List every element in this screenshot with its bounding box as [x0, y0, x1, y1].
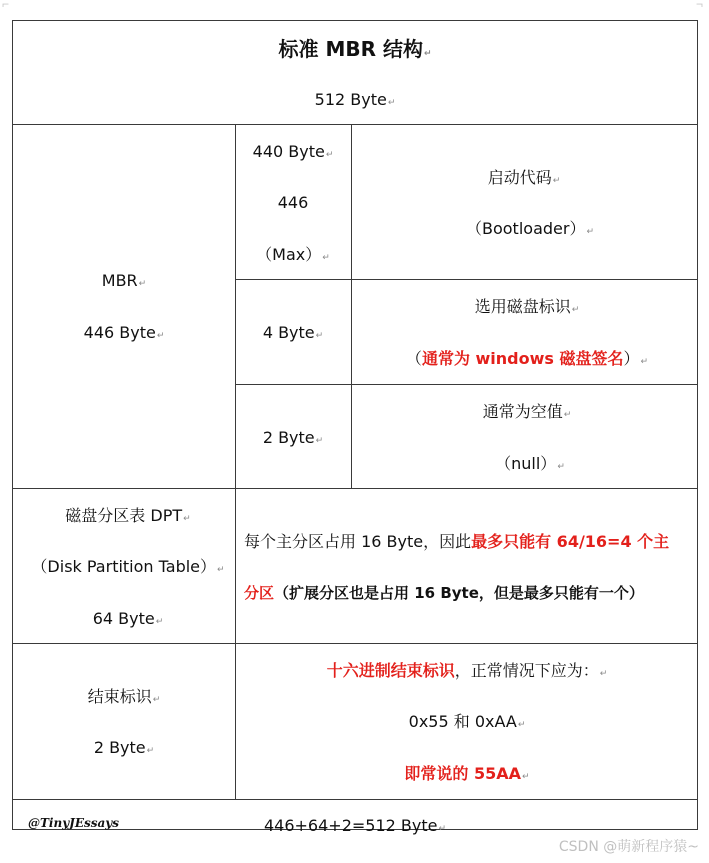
rule-col2-right: [351, 124, 352, 488]
null-size: 2 Byte↵: [262, 428, 324, 447]
null-desc-line1: 通常为空值↵: [482, 402, 572, 421]
boot-size-line1: 440 Byte↵: [252, 142, 334, 161]
footer-total: 446+64+2=512 Byte↵: [263, 816, 447, 835]
boot-size-line3: （Max）↵: [256, 245, 330, 264]
end-desc-line1: 十六进制结束标识，正常情况下应为：↵: [326, 661, 608, 680]
sig-desc-line1: 选用磁盘标识↵: [474, 297, 580, 316]
crop-mark-top-left: ⌐: [2, 0, 10, 11]
table-total-size: 512 Byte↵: [314, 90, 396, 109]
end-name: 结束标识↵: [87, 687, 161, 706]
end-size: 2 Byte↵: [93, 738, 155, 757]
null-desc-line2: （null）↵: [495, 454, 565, 473]
rule-sig-bottom: [235, 384, 698, 385]
end-desc-line2: 0x55 和 0xAA↵: [408, 712, 526, 731]
csdn-watermark: CSDN @萌新程序猿~: [558, 839, 699, 855]
table-title: 标准 MBR 结构↵: [278, 37, 432, 61]
rule-end-bottom: [12, 799, 698, 800]
rule-mbr-bottom: [12, 488, 698, 489]
rule-dpt-bottom: [12, 643, 698, 644]
mbr-name: MBR↵: [101, 271, 147, 290]
dpt-name-line1: 磁盘分区表 DPT↵: [65, 506, 191, 525]
boot-desc-line2: （Bootloader）↵: [466, 219, 594, 238]
boot-size-line2: 446: [277, 193, 309, 212]
boot-desc-line1: 启动代码↵: [487, 168, 561, 187]
dpt-name-line2: （Disk Partition Table）↵: [31, 557, 225, 576]
sig-size: 4 Byte↵: [262, 323, 324, 342]
rule-col1-right: [235, 124, 236, 799]
author-signature: @TinyJEssays: [28, 816, 120, 830]
mbr-size: 446 Byte↵: [83, 323, 165, 342]
end-desc-line3: 即常说的 55AA↵: [404, 764, 530, 783]
sig-desc-line2: （通常为 windows 磁盘签名）↵: [405, 349, 649, 368]
rule-boot-bottom: [235, 279, 698, 280]
dpt-size: 64 Byte↵: [92, 609, 164, 628]
crop-mark-top-right: ¬: [696, 0, 704, 11]
dpt-desc-line1: 每个主分区占用 16 Byte，因此最多只能有 64/16=4 个主: [244, 532, 670, 551]
dpt-desc-line2: 分区（扩展分区也是占用 16 Byte，但是最多只能有一个）: [244, 584, 644, 602]
rule-header-bottom: [12, 124, 698, 125]
